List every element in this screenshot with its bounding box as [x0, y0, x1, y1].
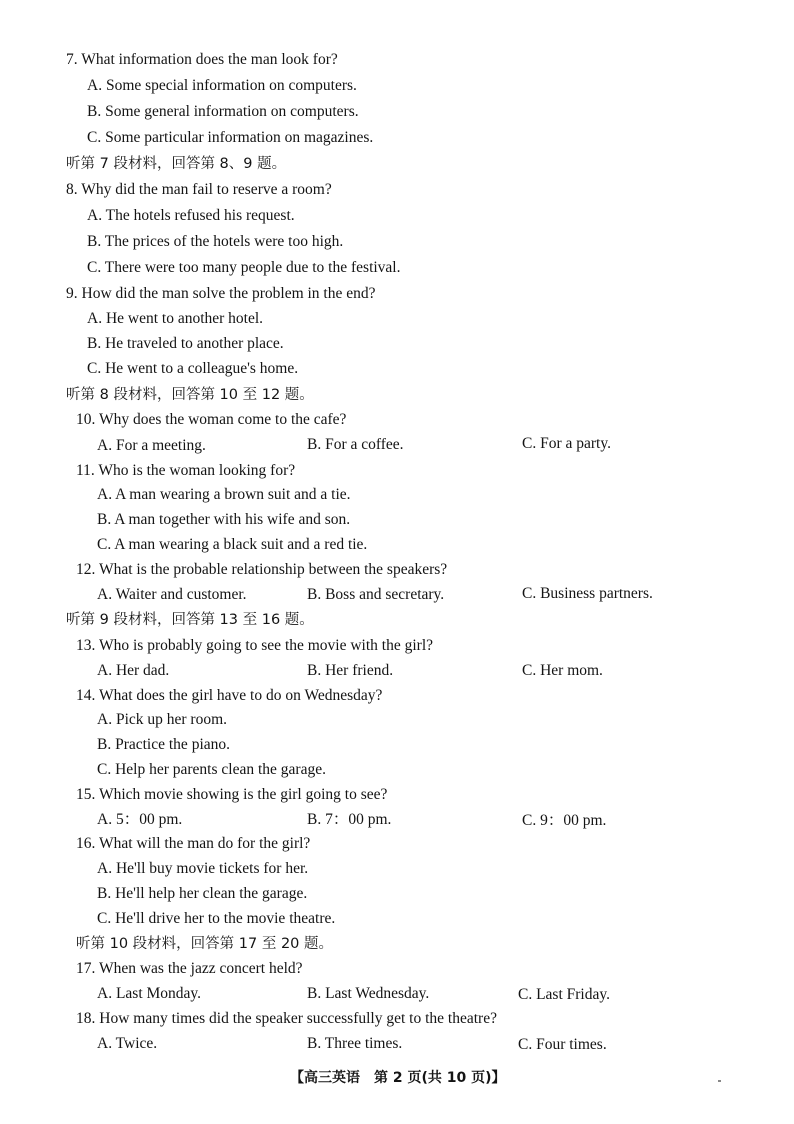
question-11-option-a: A. A man wearing a brown suit and a tie. [97, 486, 351, 503]
question-15-stem: 15. Which movie showing is the girl going to see? [76, 786, 388, 803]
question-8-option-b: B. The prices of the hotels were too high. [87, 233, 344, 250]
question-8-option-c: C. There were too many people due to the festival. [87, 259, 401, 276]
question-15-option-b: B. 7：00 pm. [307, 811, 392, 828]
question-10-stem: 10. Why does the woman come to the cafe? [76, 411, 347, 428]
question-16-option-b: B. He'll help her clean the garage. [97, 885, 308, 902]
section-9-instruction: 听第 9 段材料，回答第 13 至 16 题。 [66, 612, 314, 628]
question-17-stem: 17. When was the jazz concert held? [76, 960, 303, 977]
question-14-option-b: B. Practice the piano. [97, 736, 230, 753]
question-18-option-c: C. Four times. [518, 1036, 607, 1053]
question-12-option-b: B. Boss and secretary. [307, 586, 445, 603]
question-9-option-a: A. He went to another hotel. [87, 310, 264, 327]
section-10-instruction: 听第 10 段材料，回答第 17 至 20 题。 [76, 936, 334, 952]
page-footer: 【高三英语 第 2 页(共 10 页)】 [290, 1070, 506, 1086]
question-7-option-c: C. Some particular information on magazines. [87, 129, 374, 146]
question-10-option-b: B. For a coffee. [307, 436, 404, 453]
question-11-option-b: B. A man together with his wife and son. [97, 511, 351, 528]
question-17-option-c: C. Last Friday. [518, 986, 610, 1003]
question-9-option-c: C. He went to a colleague's home. [87, 360, 299, 377]
section-7-instruction: 听第 7 段材料，回答第 8、9 题。 [66, 156, 287, 172]
question-16-stem: 16. What will the man do for the girl? [76, 835, 311, 852]
question-9-option-b: B. He traveled to another place. [87, 335, 284, 352]
question-17-option-b: B. Last Wednesday. [307, 985, 430, 1002]
question-18-option-a: A. Twice. [97, 1035, 158, 1052]
question-16-option-a: A. He'll buy movie tickets for her. [97, 860, 309, 877]
question-7-option-a: A. Some special information on computers. [87, 77, 357, 94]
question-8-stem: 8. Why did the man fail to reserve a room? [66, 181, 332, 198]
question-8-option-a: A. The hotels refused his request. [87, 207, 295, 224]
question-14-stem: 14. What does the girl have to do on Wednesday? [76, 687, 383, 704]
question-10-option-c: C. For a party. [522, 435, 611, 452]
question-7-stem: 7. What information does the man look for? [66, 51, 338, 68]
question-18-stem: 18. How many times did the speaker successfully get to the theatre? [76, 1010, 497, 1027]
question-13-option-c: C. Her mom. [522, 662, 603, 679]
question-12-option-c: C. Business partners. [522, 585, 653, 602]
question-15-option-a: A. 5：00 pm. [97, 811, 183, 828]
question-13-option-b: B. Her friend. [307, 662, 394, 679]
question-14-option-c: C. Help her parents clean the garage. [97, 761, 326, 778]
scan-speck [718, 1080, 721, 1082]
question-13-option-a: A. Her dad. [97, 662, 170, 679]
question-12-option-a: A. Waiter and customer. [97, 586, 247, 603]
question-7-option-b: B. Some general information on computers. [87, 103, 359, 120]
question-14-option-a: A. Pick up her room. [97, 711, 228, 728]
section-8-instruction: 听第 8 段材料，回答第 10 至 12 题。 [66, 387, 314, 403]
question-11-stem: 11. Who is the woman looking for? [76, 462, 296, 479]
question-16-option-c: C. He'll drive her to the movie theatre. [97, 910, 336, 927]
question-9-stem: 9. How did the man solve the problem in the end? [66, 285, 376, 302]
question-13-stem: 13. Who is probably going to see the movie with the girl? [76, 637, 434, 654]
question-10-option-a: A. For a meeting. [97, 437, 206, 454]
question-15-option-c: C. 9：00 pm. [522, 812, 607, 829]
question-12-stem: 12. What is the probable relationship between the speakers? [76, 561, 448, 578]
question-17-option-a: A. Last Monday. [97, 985, 202, 1002]
question-18-option-b: B. Three times. [307, 1035, 403, 1052]
question-11-option-c: C. A man wearing a black suit and a red tie. [97, 536, 368, 553]
